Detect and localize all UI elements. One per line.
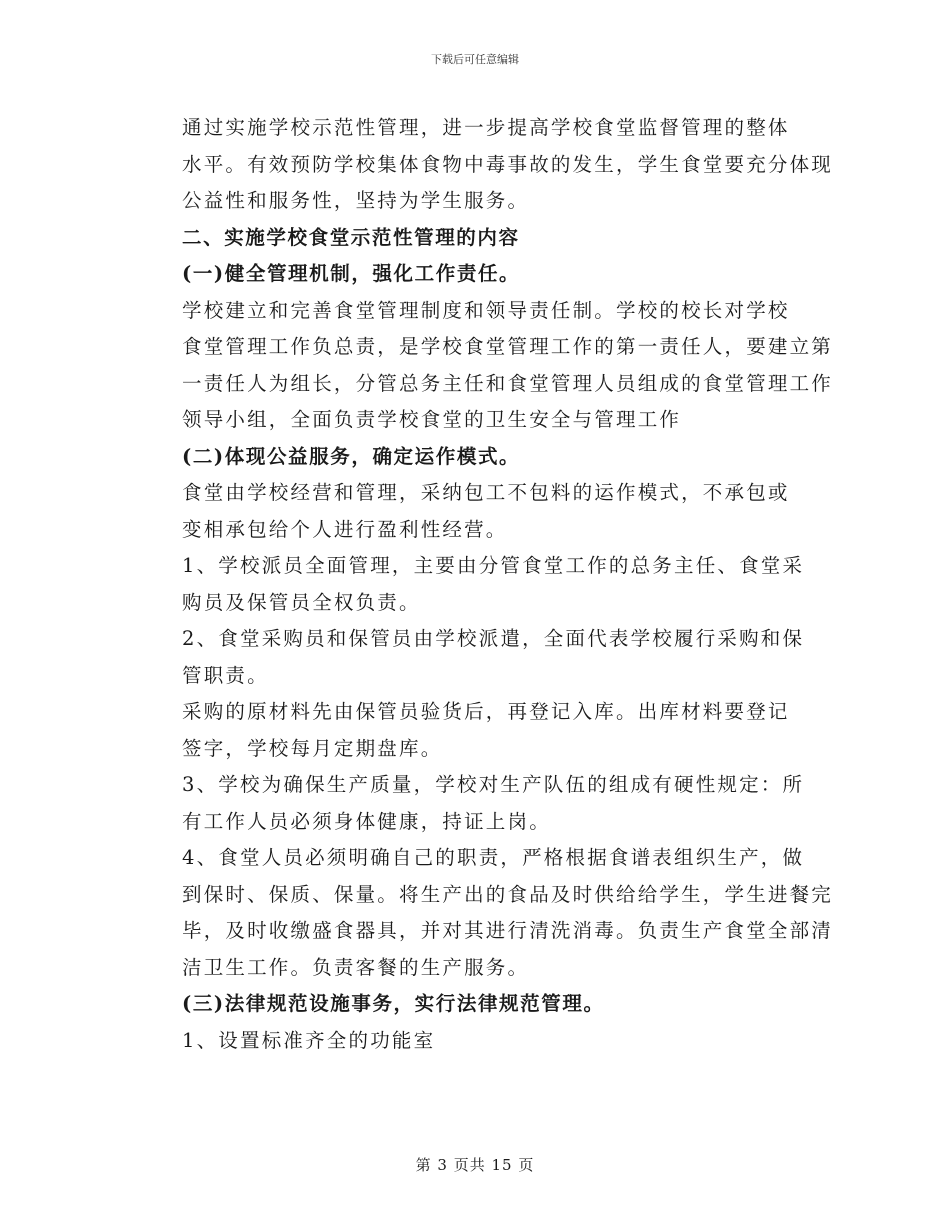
text-line: 公益性和服务性，坚持为学生服务。	[182, 189, 530, 212]
text-line: 购员及保管员全权负责。	[182, 590, 421, 614]
text-line: 到保时、保质、保量。将生产出的食品及时供给给学生，学生进餐完	[182, 882, 834, 906]
page-footer: 第 3 页共 15 页	[415, 1156, 535, 1174]
text-line: 食堂由学校经营和管理，采纳包工不包料的运作模式，不承包或	[182, 481, 790, 504]
text-line: 领导小组，全面负责学校食堂的卫生安全与管理工作	[182, 408, 682, 431]
body-paragraph	[143, 767, 803, 840]
text-line: 二、实施学校食堂示范性管理的内容	[182, 225, 520, 249]
section-heading	[143, 256, 803, 293]
body-paragraph	[143, 1023, 803, 1060]
text-line: 洁卫生工作。负责客餐的生产服务。	[182, 955, 530, 979]
text-line: 管职责。	[182, 663, 269, 687]
body-paragraph	[143, 840, 834, 986]
text-line: 2、食堂采购员和保管员由学校派遣，全面代表学校履行采购和保	[182, 627, 805, 650]
body-paragraph	[143, 475, 803, 548]
text-line: 毕，及时收缴盛食器具，并对其进行清洗消毒。负责生产食堂全部清	[182, 919, 834, 942]
document-body	[143, 110, 834, 1059]
body-paragraph	[143, 621, 803, 694]
section-heading	[143, 439, 803, 476]
body-paragraph	[143, 293, 834, 439]
page-header: 下载后可任意编辑	[431, 53, 519, 66]
body-paragraph	[143, 548, 803, 621]
text-line: 4、食堂人员必须明确自己的职责，严格根据食谱表组织生产，做	[182, 846, 805, 869]
text-line: 一责任人为组长，分管总务主任和食堂管理人员组成的食堂管理工作	[182, 371, 834, 395]
section-heading	[143, 220, 803, 257]
text-line: 1、学校派员全面管理，主要由分管食堂工作的总务主任、食堂采	[182, 554, 805, 577]
section-heading	[143, 986, 803, 1023]
text-line: 水平。有效预防学校集体食物中毒事故的发生，学生食堂要充分体现	[182, 152, 834, 176]
text-line: 食堂管理工作负总责，是学校食堂管理工作的第一责任人，要建立第	[182, 335, 834, 358]
text-line: (三)法律规范设施事务，实行法律规范管理。	[182, 992, 605, 1015]
text-line: 学校建立和完善食堂管理制度和领导责任制。学校的校长对学校	[182, 298, 790, 322]
text-line: (一)健全管理机制，强化工作责任。	[182, 262, 521, 285]
text-line: 签字，学校每月定期盘库。	[182, 736, 443, 760]
text-line: (二)体现公益服务，确定运作模式。	[182, 444, 521, 468]
text-line: 变相承包给个人进行盈利性经营。	[182, 517, 508, 541]
text-line: 通过实施学校示范性管理，进一步提高学校食堂监督管理的整体	[182, 116, 790, 139]
text-line: 3、学校为确保生产质量，学校对生产队伍的组成有硬性规定：所	[182, 773, 805, 796]
body-paragraph	[143, 110, 834, 220]
text-line: 1、设置标准齐全的功能室	[182, 1028, 436, 1052]
text-line: 采购的原材料先由保管员验货后，再登记入库。出库材料要登记	[182, 700, 790, 723]
text-line: 有工作人员必须身体健康，持证上岗。	[182, 809, 551, 833]
body-paragraph	[143, 694, 803, 767]
